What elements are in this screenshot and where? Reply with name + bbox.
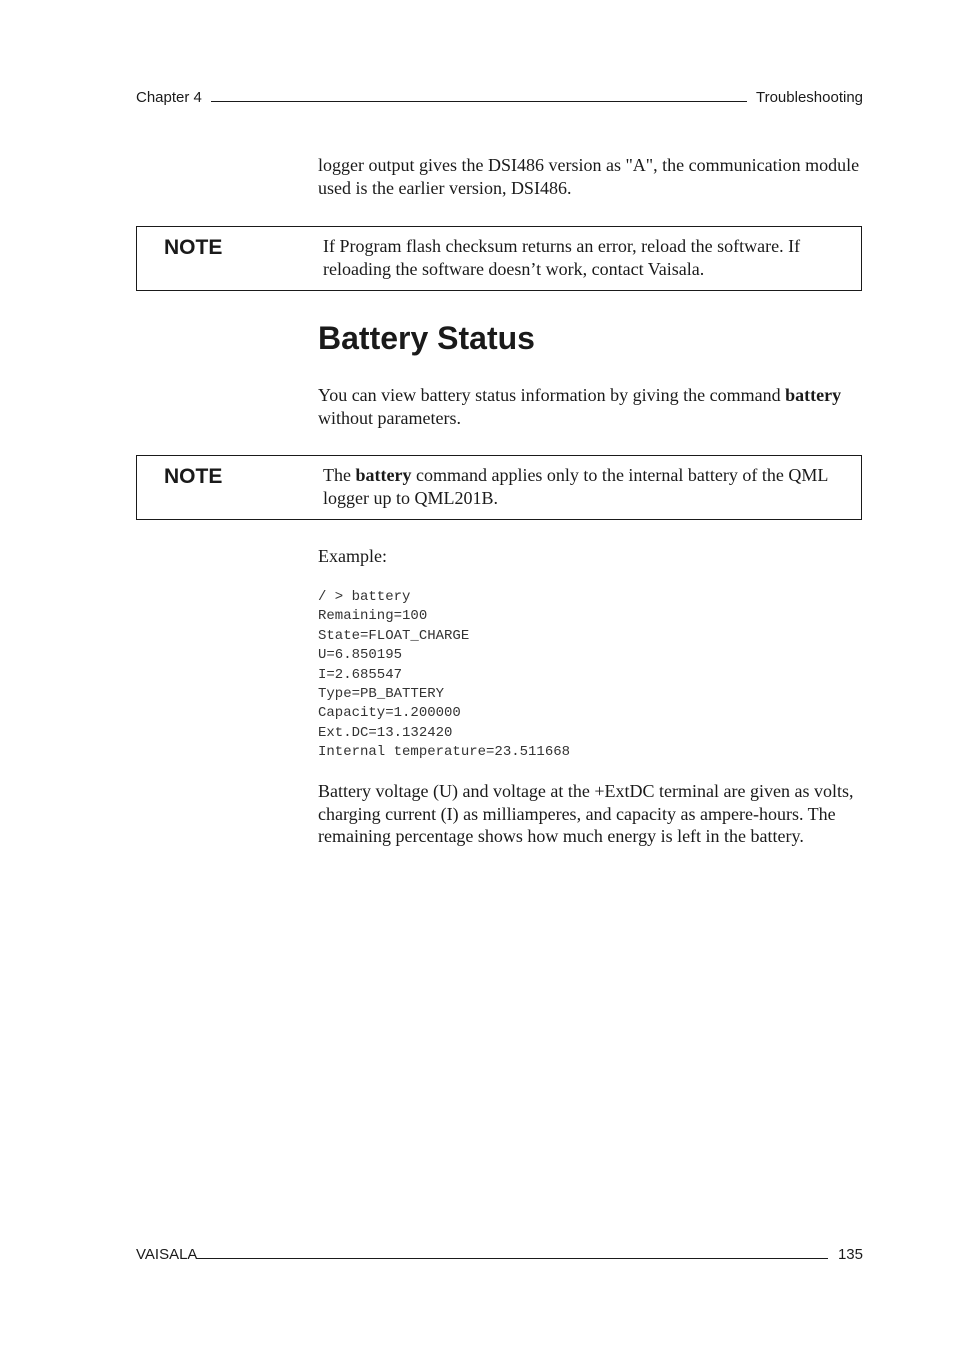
header-section: Troubleshooting (755, 89, 863, 106)
intro-paragraph (318, 154, 863, 199)
section-text-before: You can view battery status information by giving the command (318, 385, 786, 405)
intro-text: logger output gives the DSI486 version as "A", the communication module used is the earlier version, DSI486. (318, 155, 860, 198)
explanation-text: Battery voltage (U) and voltage at the +ExtDC terminal are given as volts, charging current (I) as milliamperes, and capacity as ampere-hours. The remaining percentage shows how much energy is left in the battery. (318, 781, 854, 846)
header-chapter: Chapter 4 (136, 89, 202, 106)
note-box-2 (136, 455, 862, 520)
code-line: Capacity=1.200000 (318, 705, 461, 722)
example-label: Example: (318, 546, 387, 566)
code-line: / > battery (318, 589, 411, 605)
note-text: If Program flash checksum returns an error, reload the software. If reloading the software doesn’t work, contact Vaisala. (323, 236, 801, 279)
code-line: I=2.685547 (318, 666, 403, 683)
code-line: Internal temperature=23.511668 (318, 744, 571, 761)
note-text-before: The (323, 465, 356, 485)
explanation-paragraph (318, 780, 863, 848)
note-box-1 (136, 226, 862, 291)
section-heading: Battery Status (318, 320, 535, 356)
note-label: NOTE (164, 465, 223, 488)
code-line: Ext.DC=13.132420 (318, 724, 453, 741)
command-name: battery (785, 385, 842, 405)
page-header (136, 86, 863, 106)
section-paragraph (318, 384, 863, 429)
page-number: 135 (837, 1246, 863, 1263)
example-label-block (318, 545, 863, 568)
code-line: U=6.850195 (318, 647, 403, 664)
note-text (323, 464, 858, 509)
code-line: Remaining=100 (318, 608, 428, 625)
note-text-after: command applies only to the internal battery of the QML logger up to QML201B. (323, 465, 828, 508)
footer-rule (197, 1258, 828, 1259)
page-footer (136, 1243, 863, 1263)
note-label: NOTE (164, 236, 223, 259)
command-name: battery (355, 465, 412, 485)
code-line: Type=PB_BATTERY (318, 686, 445, 703)
code-line: State=FLOAT_CHARGE (318, 627, 470, 644)
section-text-after: without parameters. (318, 407, 461, 428)
footer-brand: VAISALA (136, 1246, 198, 1263)
code-example (318, 588, 570, 763)
header-rule (211, 101, 747, 102)
